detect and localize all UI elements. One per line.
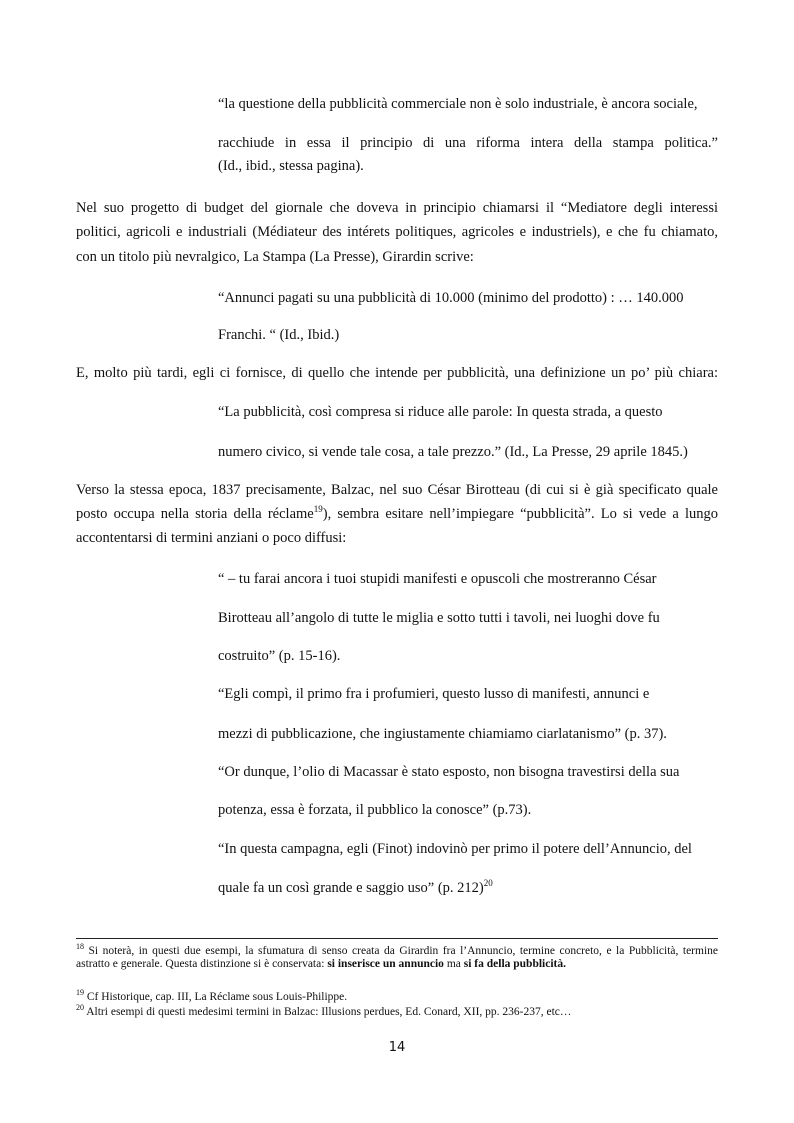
quote-line: potenza, essa è forzata, il pubblico la conosce” (p.73).	[218, 802, 532, 818]
footnote-18	[76, 942, 718, 971]
quote-line: “Egli compì, il primo fra i profumieri, questo lusso di manifesti, annunci e	[218, 686, 650, 702]
quote-line: numero civico, si vende tale cosa, a tale prezzo.” (Id., La Presse, 29 aprile 1845.)	[218, 444, 688, 460]
footnote-number: 19	[76, 988, 84, 998]
footnote-bold: si fa della pubblicità.	[463, 958, 566, 970]
footnote-bold: si inserisce un annuncio	[327, 958, 444, 970]
quote-line: costruito” (p. 15-16).	[218, 648, 341, 664]
quote-line: racchiude in essa il principio di una riforma intera della stampa politica.”	[218, 135, 718, 151]
quote-line: “In questa campagna, egli (Finot) indovinò per primo il potere dell’Annuncio, del	[218, 841, 692, 857]
quote-line: “La pubblicità, così compresa si riduce alle parole: In questa strada, a questo	[218, 404, 663, 420]
text-run: ), sembra esitare nell’impiegare “pubblicità”. Lo si vede a lungo	[322, 506, 718, 522]
paragraph-line: E, molto più tardi, egli ci fornisce, di quello che intende per pubblicità, una definizione un po’ più chiara:	[76, 365, 718, 381]
paragraph-line: con un titolo più nevralgico, La Stampa (La Presse), Girardin scrive:	[76, 249, 474, 265]
footnote-text: Altri esempi di questi medesimi termini in Balzac: Illusions perdues, Ed. Conard, XII, pp. 236-237, etc…	[84, 1006, 572, 1018]
footnote-text: Cf Historique, cap. III, La Réclame sous Louis-Philippe.	[84, 991, 348, 1003]
quote-line	[218, 879, 493, 897]
footnote-19	[76, 988, 718, 1004]
quote-line: mezzi di pubblicazione, che ingiustamente chiamiamo ciarlatanismo” (p. 37).	[218, 726, 667, 742]
footnote-ref-20[interactable]: 20	[483, 878, 493, 889]
quote-line: “Or dunque, l’olio di Macassar è stato esposto, non bisogna travestirsi della sua	[218, 764, 680, 780]
paragraph-line	[76, 505, 718, 523]
footnote-separator	[76, 938, 718, 939]
footnote-number: 20	[76, 1003, 84, 1013]
quote-line: “la questione della pubblicità commerciale non è solo industriale, è ancora sociale,	[218, 96, 698, 112]
page-number: 14	[388, 1040, 406, 1055]
footnote-ref-19[interactable]: 19	[313, 504, 323, 515]
footnote-20	[76, 1003, 718, 1019]
footnote-text: ma	[443, 958, 464, 970]
quote-line: Birotteau all’angolo di tutte le miglia e sotto tutti i tavoli, nei luoghi dove fu	[218, 610, 660, 626]
quote-line: “ – tu farai ancora i tuoi stupidi manifesti e opuscoli che mostreranno César	[218, 571, 657, 587]
quote-citation: (Id., ibid., stessa pagina).	[218, 158, 364, 174]
footnote-text: Si noterà, in questi due esempi, la sfumatura di senso creata da Girardin fra l’Annuncio, termine concreto, e la Pubblicità, termine astratto e generale. Questa distinzione si è conservata:	[76, 945, 718, 970]
footnote-number: 18	[76, 942, 84, 952]
paragraph-line: Nel suo progetto di budget del giornale che doveva in principio chiamarsi il “Mediatore degli interessi	[76, 200, 718, 216]
paragraph-line: Verso la stessa epoca, 1837 precisamente, Balzac, nel suo César Birotteau (di cui si è già specificato quale	[76, 482, 718, 498]
quote-line: “Annunci pagati su una pubblicità di 10.000 (minimo del prodotto) : … 140.000	[218, 290, 684, 306]
paragraph-line: accontentarsi di termini anziani o poco diffusi:	[76, 530, 347, 546]
text-run: posto occupa nella storia della réclame	[76, 506, 314, 522]
paragraph-line: politici, agricoli e industriali (Médiateur des intérets politiques, agricoles e industriels), e che fu chiamato,	[76, 224, 718, 240]
text-run: quale fa un così grande e saggio uso” (p. 212)	[218, 880, 484, 896]
quote-line: Franchi. “ (Id., Ibid.)	[218, 327, 340, 343]
